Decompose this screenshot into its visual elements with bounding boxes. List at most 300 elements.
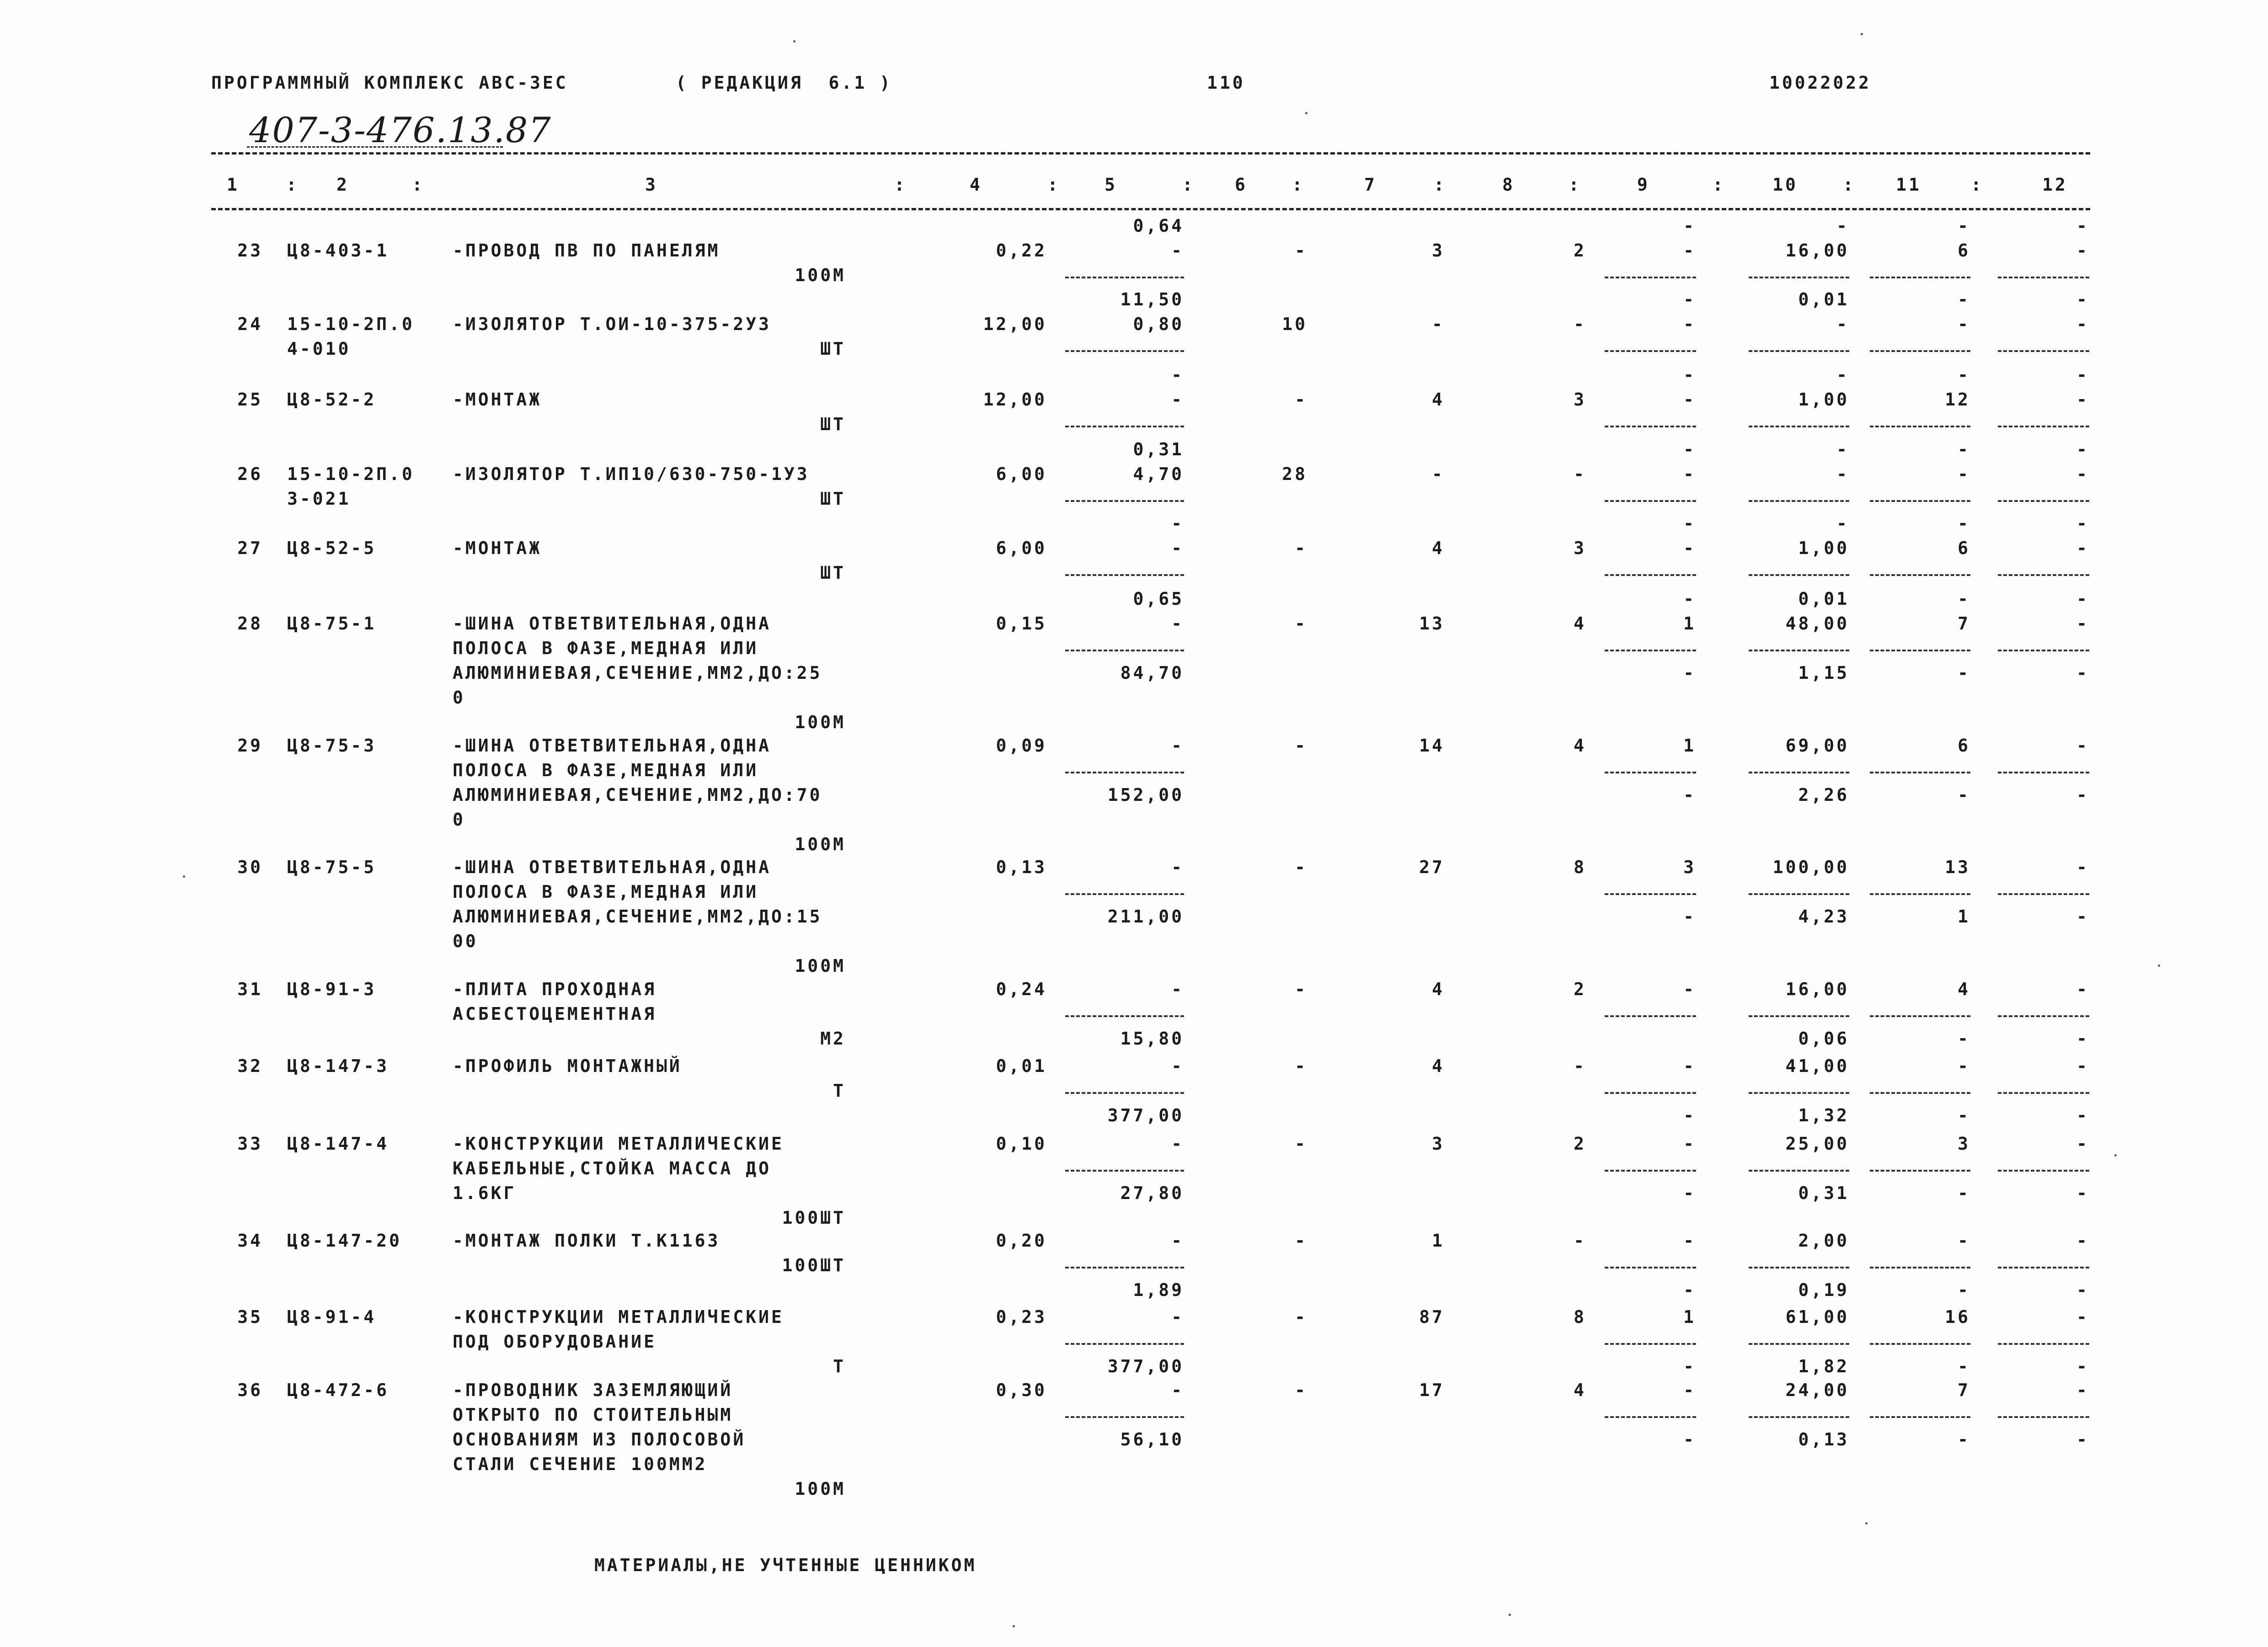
- row-description: -ПРОВОД ПВ ПО ПАНЕЛЯМ: [453, 240, 720, 261]
- col8-value: 2: [1574, 979, 1586, 999]
- row-number: 29: [237, 736, 263, 756]
- row-description: АЛЮМИНИЕВАЯ,СЕЧЕНИЕ,ММ2,ДО:25: [453, 663, 822, 683]
- col10-value: 25,00: [1785, 1134, 1849, 1154]
- col11-value: -: [1958, 216, 1970, 236]
- col4-value: 6,00: [996, 538, 1047, 558]
- row-unit: Т: [833, 1081, 846, 1101]
- row-code: 15-10-2П.0: [287, 464, 415, 484]
- col5-value-divider: [1065, 350, 1184, 352]
- scan-speck: [183, 875, 185, 878]
- row-description: ПОЛОСА В ФАЗЕ,МЕДНАЯ ИЛИ: [453, 638, 759, 658]
- col9-value-divider: [1605, 500, 1696, 502]
- col9-value: 3: [1683, 857, 1696, 877]
- col10-value: 48,00: [1785, 613, 1849, 634]
- row-number: 24: [237, 314, 263, 334]
- row-description: ПОЛОСА В ФАЗЕ,МЕДНАЯ ИЛИ: [453, 760, 759, 780]
- col11-value: -: [1958, 365, 1970, 385]
- col10-value: 0,19: [1798, 1280, 1849, 1300]
- col9-value-divider: [1605, 350, 1696, 352]
- col9-value: -: [1683, 314, 1696, 334]
- col5-value-divider: [1065, 1416, 1184, 1418]
- col9-value: -: [1683, 785, 1696, 805]
- scan-speck: [793, 40, 795, 43]
- col12-value: -: [2076, 289, 2089, 309]
- col10-value: 100,00: [1772, 857, 1849, 877]
- col5-value-divider: [1065, 1092, 1184, 1094]
- col9-value: -: [1683, 1105, 1696, 1125]
- col5-value: -: [1171, 240, 1184, 261]
- col4-value: 0,15: [996, 613, 1047, 634]
- col12-value-divider: [1998, 574, 2089, 576]
- col12-value-divider: [1998, 1416, 2089, 1418]
- col5-value: 211,00: [1107, 906, 1184, 927]
- page-number: 110: [1207, 73, 1245, 93]
- col4-value: 0,10: [996, 1134, 1047, 1154]
- col7-value: 3: [1432, 240, 1445, 261]
- col10-value-divider: [1749, 772, 1849, 773]
- footer-caption: МАТЕРИАЛЫ,НЕ УЧТЕННЫЕ ЦЕННИКОМ: [594, 1555, 977, 1575]
- row-code: Ц8-52-5: [287, 538, 377, 558]
- col12-value: -: [2076, 1183, 2089, 1203]
- row-code: 3-021: [287, 489, 351, 509]
- col11-value: 7: [1958, 1380, 1970, 1400]
- col6-value: -: [1295, 240, 1307, 261]
- row-description: -ШИНА ОТВЕТВИТЕЛЬНАЯ,ОДНА: [453, 857, 771, 877]
- col9-value: -: [1683, 538, 1696, 558]
- col8-value: 4: [1574, 1380, 1586, 1400]
- row-description: -ИЗОЛЯТОР Т.ИП10/630-750-1УЗ: [453, 464, 810, 484]
- program-title: ПРОГРАММНЫЙ КОМПЛЕКС АВС-ЗЕС: [211, 73, 568, 93]
- row-number: 25: [237, 389, 263, 410]
- column-header-5: 5: [1105, 175, 1117, 195]
- col12-value-divider: [1998, 1343, 2089, 1345]
- col10-value-divider: [1749, 574, 1849, 576]
- col5-value-divider: [1065, 277, 1184, 278]
- row-number: 28: [237, 613, 263, 634]
- col4-value: 6,00: [996, 464, 1047, 484]
- col11-value: -: [1958, 513, 1970, 533]
- col12-value: -: [2076, 538, 2089, 558]
- col8-value: 2: [1574, 1134, 1586, 1154]
- col5-value-divider: [1065, 893, 1184, 895]
- col11-value-divider: [1870, 772, 1970, 773]
- column-separator: :: [286, 175, 299, 195]
- col11-value: -: [1958, 663, 1970, 683]
- col11-value: 16: [1945, 1307, 1970, 1327]
- row-description: 0: [453, 810, 465, 830]
- col5-value: -: [1171, 389, 1184, 410]
- row-code: 4-010: [287, 339, 351, 359]
- col4-value: 0,01: [996, 1056, 1047, 1076]
- col5-value: -: [1171, 979, 1184, 999]
- col4-value: 0,22: [996, 240, 1047, 261]
- col9-value: 1: [1683, 1307, 1696, 1327]
- col12-value: -: [2076, 513, 2089, 533]
- col10-value: 16,00: [1785, 979, 1849, 999]
- col11-value: 6: [1958, 538, 1970, 558]
- row-code: Ц8-472-6: [287, 1380, 390, 1400]
- col9-value: -: [1683, 513, 1696, 533]
- row-description: ПОЛОСА В ФАЗЕ,МЕДНАЯ ИЛИ: [453, 882, 759, 902]
- col12-value-divider: [1998, 893, 2089, 895]
- header-rule-top: [211, 152, 2090, 155]
- row-unit: 100М: [795, 956, 846, 976]
- col9-value-divider: [1605, 1015, 1696, 1017]
- col12-value-divider: [1998, 1170, 2089, 1172]
- column-separator: :: [412, 175, 425, 195]
- col11-value: -: [1958, 1056, 1970, 1076]
- col9-value: -: [1683, 1183, 1696, 1203]
- col6-value: -: [1295, 389, 1307, 410]
- col8-value: -: [1574, 1231, 1586, 1251]
- row-description: -КОНСТРУКЦИИ МЕТАЛЛИЧЕСКИЕ: [453, 1307, 784, 1327]
- col11-value-divider: [1870, 350, 1970, 352]
- row-description: -ПРОФИЛЬ МОНТАЖНЫЙ: [453, 1056, 682, 1076]
- row-unit: М2: [820, 1029, 846, 1049]
- row-unit: Т: [833, 1356, 846, 1376]
- col12-value: -: [2076, 1280, 2089, 1300]
- col12-value: -: [2076, 1056, 2089, 1076]
- col6-value: -: [1295, 1307, 1307, 1327]
- col12-value: -: [2076, 389, 2089, 410]
- row-unit: 100М: [795, 834, 846, 854]
- col9-value-divider: [1605, 1092, 1696, 1094]
- col9-value-divider: [1605, 426, 1696, 427]
- col6-value: 10: [1282, 314, 1307, 334]
- col12-value: -: [2076, 979, 2089, 999]
- col5-value: 11,50: [1120, 289, 1184, 309]
- document-code: 10022022: [1769, 73, 1872, 93]
- col9-value: -: [1683, 589, 1696, 609]
- col6-value: -: [1295, 1134, 1307, 1154]
- row-description: 0: [453, 688, 465, 708]
- scan-speck: [1509, 1614, 1511, 1616]
- col10-value: -: [1836, 464, 1849, 484]
- col11-value: -: [1958, 1356, 1970, 1376]
- row-description: -МОНТАЖ: [453, 389, 542, 410]
- col12-value-divider: [1998, 277, 2089, 278]
- col12-value: -: [2076, 736, 2089, 756]
- row-unit: ШТ: [820, 563, 846, 583]
- col11-value: -: [1958, 1029, 1970, 1049]
- col7-value: 14: [1419, 736, 1445, 756]
- row-description: ОСНОВАНИЯМ ИЗ ПОЛОСОВОЙ: [453, 1429, 746, 1450]
- row-number: 35: [237, 1307, 263, 1327]
- col10-value-divider: [1749, 1015, 1849, 1017]
- row-number: 26: [237, 464, 263, 484]
- scan-speck: [1305, 112, 1307, 114]
- col11-value-divider: [1870, 1092, 1970, 1094]
- col10-value: 1,32: [1798, 1105, 1849, 1125]
- column-separator: :: [1434, 175, 1446, 195]
- col12-value: -: [2076, 1429, 2089, 1450]
- row-number: 34: [237, 1231, 263, 1251]
- row-description: -МОНТАЖ ПОЛКИ Т.К1163: [453, 1231, 720, 1251]
- col10-value: 4,23: [1798, 906, 1849, 927]
- row-code: Ц8-403-1: [287, 240, 390, 261]
- col5-value-divider: [1065, 426, 1184, 427]
- col7-value: 13: [1419, 613, 1445, 634]
- col5-value: -: [1171, 1134, 1184, 1154]
- col10-value: 0,06: [1798, 1029, 1849, 1049]
- row-description: -МОНТАЖ: [453, 538, 542, 558]
- col5-value: 0,64: [1133, 216, 1184, 236]
- col6-value: -: [1295, 979, 1307, 999]
- row-unit: ШТ: [820, 339, 846, 359]
- col7-value: 4: [1432, 1056, 1445, 1076]
- col11-value: 1: [1958, 906, 1970, 927]
- handwritten-reference: 407-3-476.13.87: [249, 110, 552, 150]
- col8-value: -: [1574, 314, 1586, 334]
- handwritten-underline: [247, 146, 503, 148]
- col5-value-divider: [1065, 1267, 1184, 1269]
- col9-value: -: [1683, 663, 1696, 683]
- col5-value-divider: [1065, 500, 1184, 502]
- col5-value: -: [1171, 538, 1184, 558]
- col12-value: -: [2076, 1134, 2089, 1154]
- column-header-9: 9: [1637, 175, 1650, 195]
- col5-value-divider: [1065, 1170, 1184, 1172]
- col9-value-divider: [1605, 574, 1696, 576]
- col9-value: -: [1683, 216, 1696, 236]
- row-description: -КОНСТРУКЦИИ МЕТАЛЛИЧЕСКИЕ: [453, 1134, 784, 1154]
- col5-value: -: [1171, 736, 1184, 756]
- col9-value: -: [1683, 389, 1696, 410]
- col9-value: -: [1683, 1380, 1696, 1400]
- col11-value-divider: [1870, 574, 1970, 576]
- col12-value: -: [2076, 663, 2089, 683]
- row-number: 23: [237, 240, 263, 261]
- col4-value: 12,00: [983, 389, 1047, 410]
- row-number: 30: [237, 857, 263, 877]
- row-number: 27: [237, 538, 263, 558]
- row-unit: ШТ: [820, 489, 846, 509]
- col11-value: 13: [1945, 857, 1970, 877]
- col10-value: 2,00: [1798, 1231, 1849, 1251]
- col11-value: -: [1958, 439, 1970, 459]
- col9-value-divider: [1605, 1170, 1696, 1172]
- row-number: 32: [237, 1056, 263, 1076]
- col9-value-divider: [1605, 1343, 1696, 1345]
- col11-value: -: [1958, 1280, 1970, 1300]
- column-header-1: 1: [227, 175, 240, 195]
- column-header-6: 6: [1235, 175, 1248, 195]
- row-unit: 100ШТ: [782, 1208, 846, 1228]
- scan-speck: [1861, 33, 1863, 35]
- col11-value-divider: [1870, 1015, 1970, 1017]
- col10-value: 1,15: [1798, 663, 1849, 683]
- column-header-11: 11: [1896, 175, 1921, 195]
- column-separator: :: [1292, 175, 1305, 195]
- col7-value: 3: [1432, 1134, 1445, 1154]
- col5-value-divider: [1065, 1343, 1184, 1345]
- col9-value: -: [1683, 1134, 1696, 1154]
- col5-value: 0,31: [1133, 439, 1184, 459]
- col11-value: -: [1958, 589, 1970, 609]
- col9-value-divider: [1605, 1267, 1696, 1269]
- col5-value: -: [1171, 365, 1184, 385]
- col9-value-divider: [1605, 893, 1696, 895]
- col5-value: -: [1171, 1056, 1184, 1076]
- row-code: Ц8-147-4: [287, 1134, 390, 1154]
- row-code: Ц8-147-3: [287, 1056, 390, 1076]
- row-code: Ц8-91-3: [287, 979, 377, 999]
- col9-value-divider: [1605, 772, 1696, 773]
- col10-value: 0,01: [1798, 589, 1849, 609]
- col5-value: 56,10: [1120, 1429, 1184, 1450]
- col11-value: -: [1958, 289, 1970, 309]
- col5-value: 0,80: [1133, 314, 1184, 334]
- col4-value: 0,23: [996, 1307, 1047, 1327]
- column-separator: :: [1569, 175, 1581, 195]
- col11-value-divider: [1870, 277, 1970, 278]
- row-unit: ШТ: [820, 414, 846, 434]
- row-description: АЛЮМИНИЕВАЯ,СЕЧЕНИЕ,ММ2,ДО:15: [453, 906, 822, 927]
- column-header-10: 10: [1772, 175, 1798, 195]
- col11-value: 6: [1958, 240, 1970, 261]
- row-number: 31: [237, 979, 263, 999]
- row-description: -ПРОВОДНИК ЗАЗЕМЛЯЮЩИЙ: [453, 1380, 733, 1400]
- col6-value: -: [1295, 613, 1307, 634]
- col6-value: -: [1295, 1231, 1307, 1251]
- col10-value-divider: [1749, 1092, 1849, 1094]
- col11-value-divider: [1870, 426, 1970, 427]
- col10-value-divider: [1749, 350, 1849, 352]
- col11-value: 6: [1958, 736, 1970, 756]
- col5-value: -: [1171, 857, 1184, 877]
- column-separator: :: [1182, 175, 1195, 195]
- col4-value: 0,30: [996, 1380, 1047, 1400]
- col10-value: 1,00: [1798, 389, 1849, 410]
- col9-value: -: [1683, 906, 1696, 927]
- col7-value: 4: [1432, 538, 1445, 558]
- col10-value: 24,00: [1785, 1380, 1849, 1400]
- col12-value: -: [2076, 1029, 2089, 1049]
- row-description: ОТКРЫТО ПО СТОИТЕЛЬНЫМ: [453, 1405, 733, 1425]
- col12-value-divider: [1998, 772, 2089, 773]
- col9-value: -: [1683, 240, 1696, 261]
- col8-value: 3: [1574, 538, 1586, 558]
- row-description: АЛЮМИНИЕВАЯ,СЕЧЕНИЕ,ММ2,ДО:70: [453, 785, 822, 805]
- col9-value: -: [1683, 1356, 1696, 1376]
- col8-value: 3: [1574, 389, 1586, 410]
- row-unit: 100М: [795, 712, 846, 732]
- col12-value: -: [2076, 857, 2089, 877]
- scan-speck: [1865, 1522, 1868, 1524]
- col10-value: 69,00: [1785, 736, 1849, 756]
- row-description: 1.6КГ: [453, 1183, 517, 1203]
- col5-value: 84,70: [1120, 663, 1184, 683]
- col11-value-divider: [1870, 650, 1970, 651]
- column-separator: :: [1047, 175, 1060, 195]
- column-separator: :: [894, 175, 907, 195]
- column-header-4: 4: [970, 175, 982, 195]
- row-code: Ц8-91-4: [287, 1307, 377, 1327]
- col6-value: -: [1295, 538, 1307, 558]
- row-description: АСБЕСТОЦЕМЕНТНАЯ: [453, 1004, 657, 1024]
- col11-value: -: [1958, 464, 1970, 484]
- header-rule-bottom: [211, 208, 2090, 210]
- col11-value: -: [1958, 314, 1970, 334]
- col4-value: 0,24: [996, 979, 1047, 999]
- col7-value: 87: [1419, 1307, 1445, 1327]
- col10-value: -: [1836, 439, 1849, 459]
- col10-value-divider: [1749, 500, 1849, 502]
- row-unit: 100ШТ: [782, 1255, 846, 1275]
- col12-value: -: [2076, 216, 2089, 236]
- col5-value: 15,80: [1120, 1029, 1184, 1049]
- col5-value-divider: [1065, 574, 1184, 576]
- col10-value: 61,00: [1785, 1307, 1849, 1327]
- col12-value-divider: [1998, 500, 2089, 502]
- col11-value-divider: [1870, 1416, 1970, 1418]
- col10-value: 0,31: [1798, 1183, 1849, 1203]
- col10-value-divider: [1749, 277, 1849, 278]
- col11-value: 4: [1958, 979, 1970, 999]
- column-separator: :: [1843, 175, 1856, 195]
- col6-value: -: [1295, 857, 1307, 877]
- scan-speck: [2114, 1154, 2117, 1157]
- col7-value: 17: [1419, 1380, 1445, 1400]
- col11-value: -: [1958, 1183, 1970, 1203]
- col9-value: -: [1683, 365, 1696, 385]
- col10-value: -: [1836, 216, 1849, 236]
- col12-value: -: [2076, 906, 2089, 927]
- col7-value: 4: [1432, 979, 1445, 999]
- col11-value-divider: [1870, 1343, 1970, 1345]
- edition-label: ( РЕДАКЦИЯ 6.1 ): [676, 73, 892, 93]
- col10-value: -: [1836, 365, 1849, 385]
- col9-value: -: [1683, 1280, 1696, 1300]
- col6-value: -: [1295, 1056, 1307, 1076]
- column-header-7: 7: [1364, 175, 1377, 195]
- col9-value: -: [1683, 1231, 1696, 1251]
- col5-value: -: [1171, 1307, 1184, 1327]
- col4-value: 0,09: [996, 736, 1047, 756]
- col12-value: -: [2076, 314, 2089, 334]
- col5-value: 1,89: [1133, 1280, 1184, 1300]
- col5-value: 152,00: [1107, 785, 1184, 805]
- col8-value: 8: [1574, 1307, 1586, 1327]
- col5-value: 27,80: [1120, 1183, 1184, 1203]
- col5-value-divider: [1065, 1015, 1184, 1017]
- col9-value-divider: [1605, 650, 1696, 651]
- col5-value: -: [1171, 513, 1184, 533]
- col12-value: -: [2076, 1231, 2089, 1251]
- col4-value: 0,20: [996, 1231, 1047, 1251]
- col5-value: -: [1171, 613, 1184, 634]
- col9-value: 1: [1683, 736, 1696, 756]
- col8-value: -: [1574, 464, 1586, 484]
- row-description: -ШИНА ОТВЕТВИТЕЛЬНАЯ,ОДНА: [453, 613, 771, 634]
- col5-value: -: [1171, 1380, 1184, 1400]
- col10-value: 0,13: [1798, 1429, 1849, 1450]
- col8-value: -: [1574, 1056, 1586, 1076]
- col12-value-divider: [1998, 650, 2089, 651]
- column-header-2: 2: [336, 175, 349, 195]
- col10-value-divider: [1749, 426, 1849, 427]
- row-number: 36: [237, 1380, 263, 1400]
- row-description: СТАЛИ СЕЧЕНИЕ 100ММ2: [453, 1454, 708, 1474]
- col12-value: -: [2076, 439, 2089, 459]
- scan-speck: [2158, 965, 2160, 967]
- col11-value: 3: [1958, 1134, 1970, 1154]
- col10-value: 1,82: [1798, 1356, 1849, 1376]
- col10-value-divider: [1749, 893, 1849, 895]
- col9-value: -: [1683, 979, 1696, 999]
- col11-value-divider: [1870, 1267, 1970, 1269]
- col6-value: -: [1295, 736, 1307, 756]
